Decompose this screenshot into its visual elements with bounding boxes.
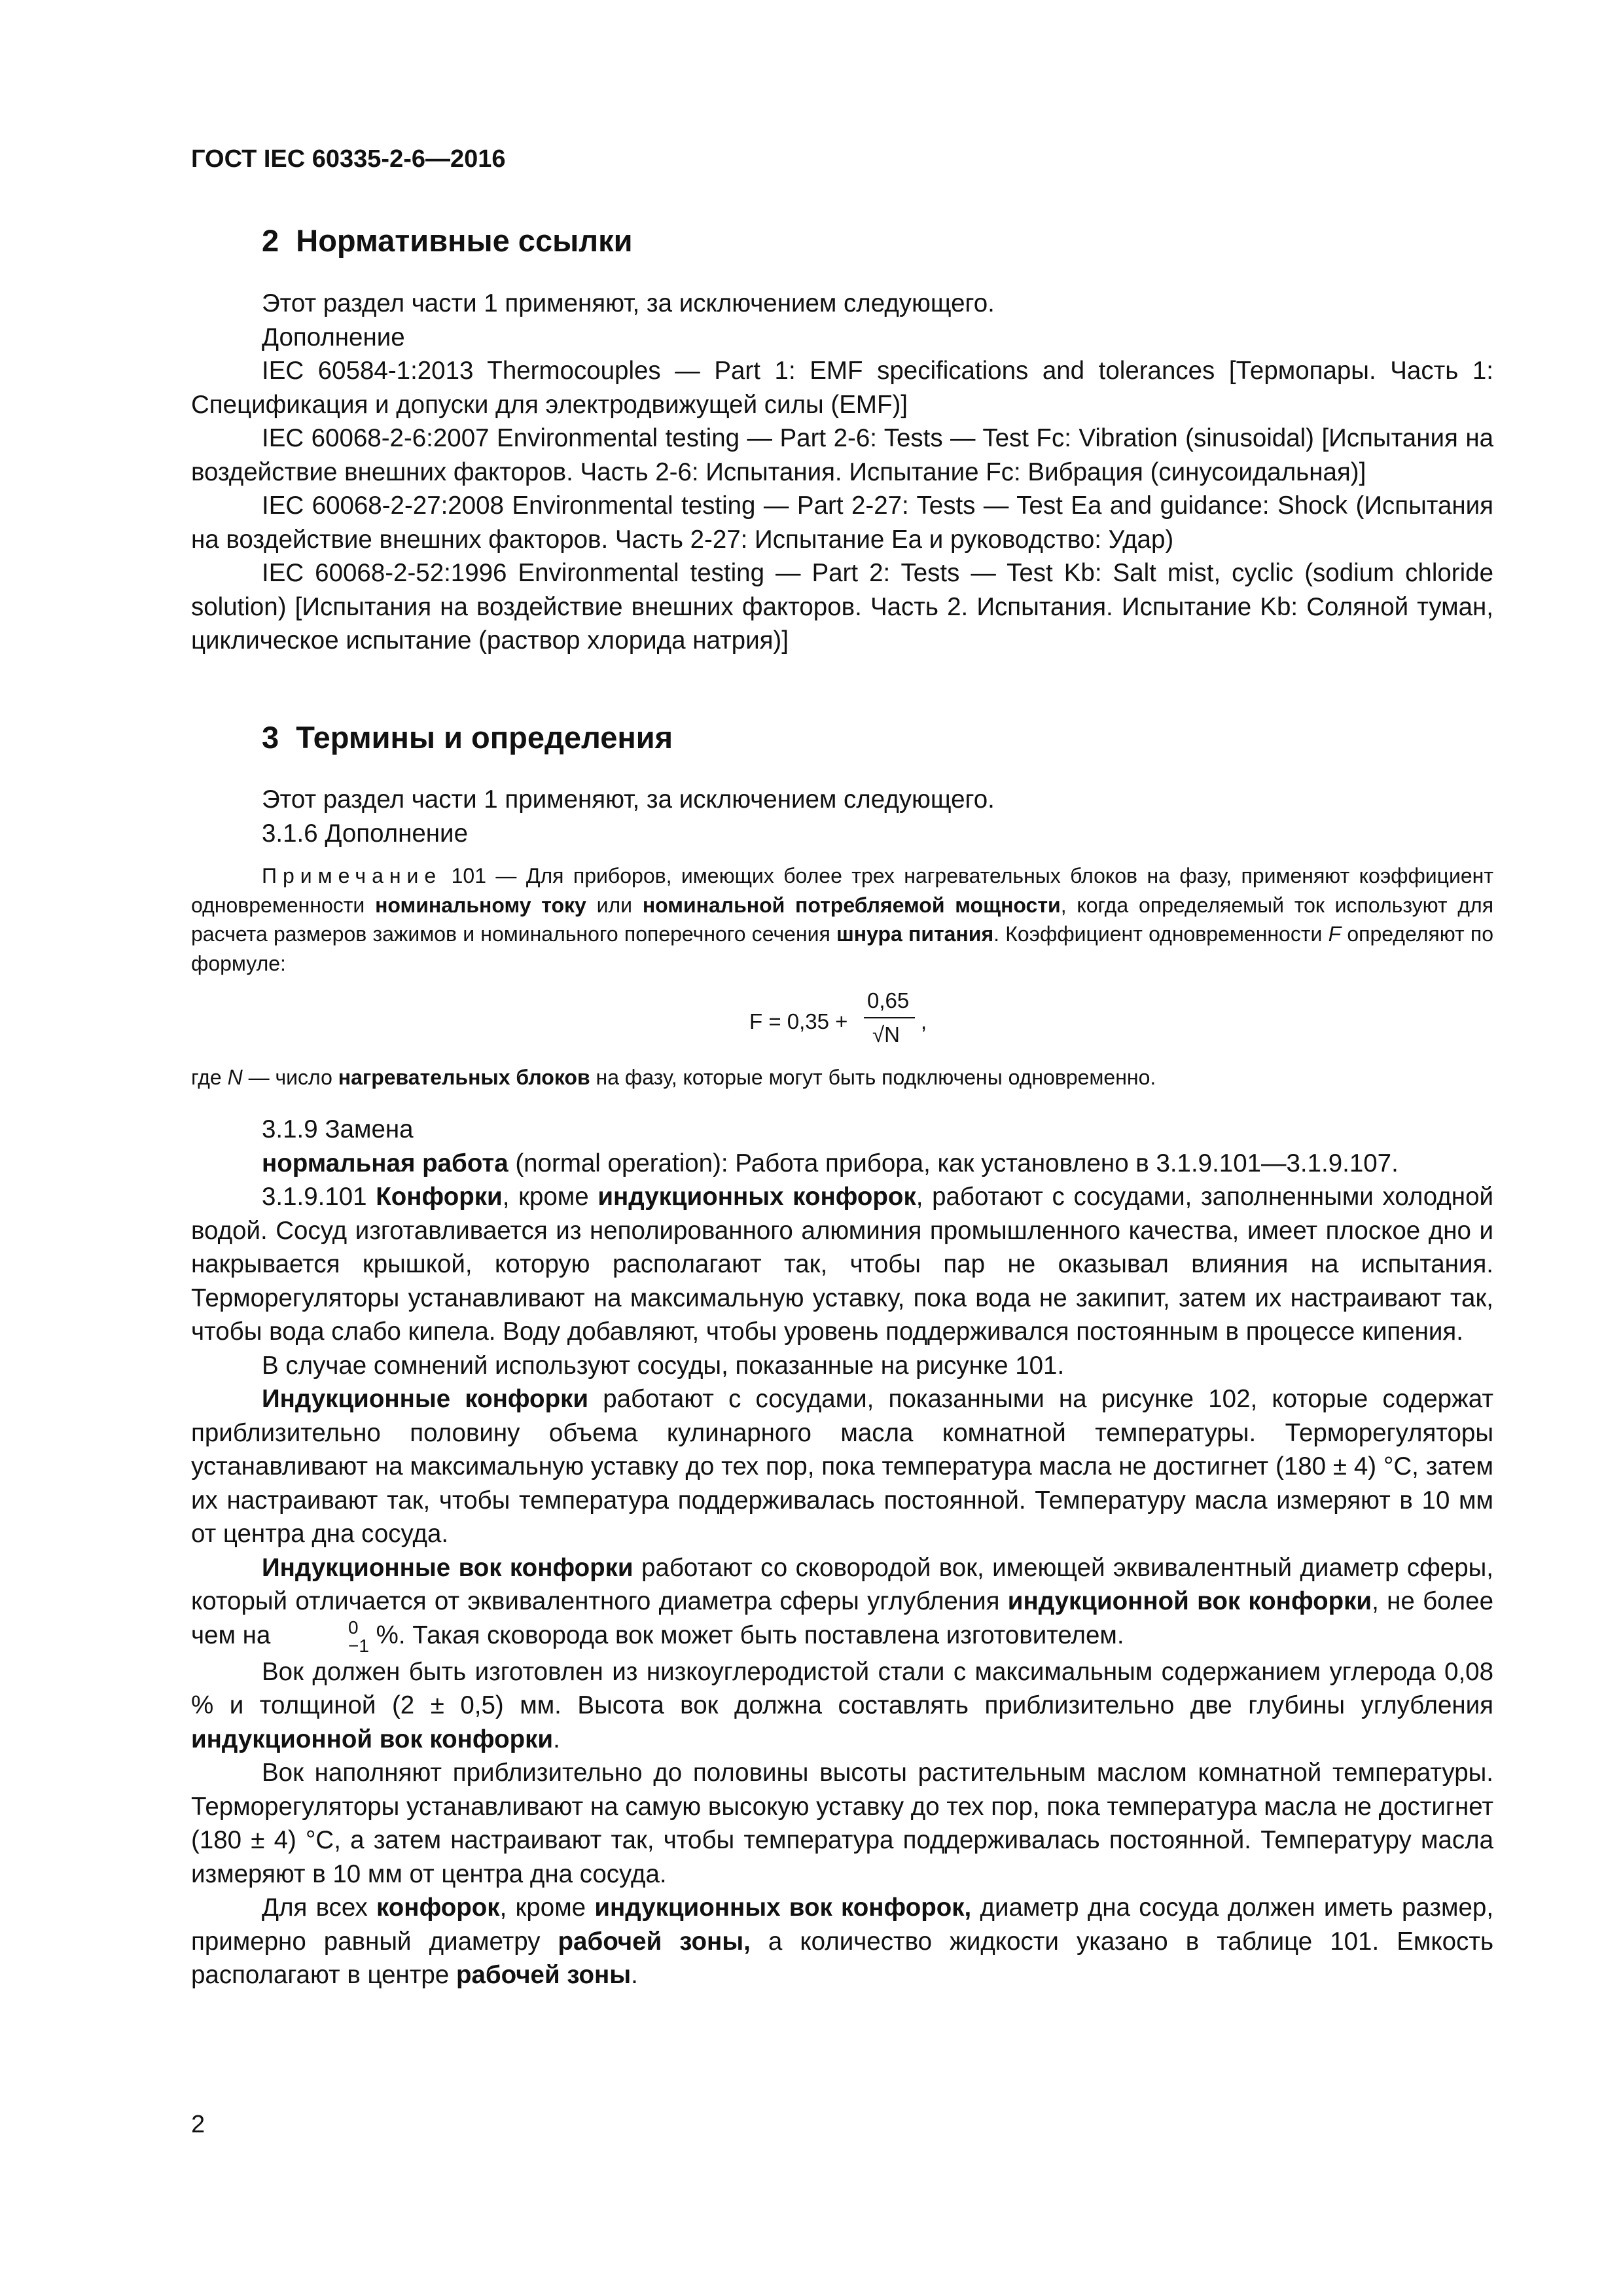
document-header: ГОСТ IEC 60335-2-6—2016 <box>191 145 506 173</box>
section-3-intro-block <box>191 783 1493 850</box>
all-hobs-paragraph: Для всех конфорок, кроме индукционных вок конфорок, диаметр дна сосуда должен иметь размер, примерно равный диаметру рабочей зоны, а количество жидкости указано в таблице 101. Емкость располагают в центре рабочей зоны. <box>191 1893 1494 1989</box>
wok-fill-paragraph: Вок наполняют приблизительно до половины высоты растительным маслом комнатной температуры. Терморегуляторы устанавливают на самую высокую уставку до тех пор, пока температура масла не достигнет (180 ± 4) °С, а затем настраивают так, чтобы температура поддерживалась постоянной. Температуру масла измеряют в 10 мм от центра дна сосуда. <box>191 1759 1493 1888</box>
reference-item: IEC 60068-2-6:2007 Environmental testing — Part 2-6: Tests — Test Fc: Vibration (sinusoidal) [Испытания на воздействие внешних факторов. Часть 2-6: Испытания. Испытание Fc: Вибрация (синусоидальная)] <box>191 424 1493 486</box>
section-2-intro: Этот раздел части 1 применяют, за исключением следующего. <box>262 289 995 317</box>
induction-paragraph: Индукционные конфорки работают с сосудами, показанными на рисунке 102, которые содержат приблизительно половину объема кулинарного масла комнатной температуры. Терморегуляторы устанавливают на максимальную уставку до тех пор, пока температура масла не достигнет (180 ± 4) °С, затем их настраивают так, чтобы температура поддерживалась постоянной. Температуру масла измеряют в 10 мм от центра дна сосуда. <box>191 1385 1493 1548</box>
section-3-body <box>191 1113 1493 1992</box>
doubt-paragraph: В случае сомнений используют сосуды, показанные на рисунке 101. <box>262 1351 1065 1380</box>
wok-steel-paragraph: Вок должен быть изготовлен из низкоуглеродистой стали с максимальным содержанием углерода 0,08 % и толщиной (2 ± 0,5) мм. Высота вок должна составлять приблизительно две глубины углубления индукционной вок конфорки. <box>191 1657 1493 1753</box>
section-2-body <box>191 287 1493 658</box>
normal-operation-definition: нормальная работа (normal operation): Работа прибора, как установлено в 3.1.9.101—3.1.9.107. <box>262 1149 1399 1177</box>
formula-f <box>749 988 1011 1054</box>
reference-item: IEC 60068-2-52:1996 Environmental testing — Part 2: Tests — Test Kb: Salt mist, cyclic (sodium chloride solution) [Испытания на воздействие внешних факторов. Часть 2. Испытания. Испытание Kb: Соляной туман, циклическое испытание (раствор хлорида натрия)] <box>191 559 1493 655</box>
section-2-title: 2 Нормативные ссылки <box>262 223 633 258</box>
tolerance: 0 −1 <box>348 1617 369 1656</box>
fraction-bar <box>864 1017 915 1018</box>
item-3-1-6: 3.1.6 Дополнение <box>262 819 468 848</box>
formula-denominator: √N <box>872 1022 900 1047</box>
wok-paragraph: Индукционные вок конфорки работают со сковородой вок, имеющей эквивалентный диаметр сферы, который отличается от эквивалентного диаметра сферы углубления индукционной вок конфорки, не более чем на 0 −1 %. Такая сковорода вок может быть поставлена изготовителем. <box>191 1553 1493 1656</box>
formula-comma: , <box>921 1009 927 1033</box>
section-2-addition: Дополнение <box>262 323 405 351</box>
formula-lhs: F = 0,35 + <box>749 1009 848 1033</box>
formula-where: где N — число нагревательных блоков на фазу, которые могут быть подключены одновременно. <box>191 1066 1156 1089</box>
formula-numerator: 0,65 <box>867 988 910 1013</box>
reference-item: IEC 60068-2-27:2008 Environmental testing — Part 2-27: Tests — Test Ea and guidance: Shock (Испытания на воздействие внешних факторов. Часть 2-27: Испытание Ea и руководство: Удар) <box>191 492 1493 554</box>
section-3-title: 3 Термины и определения <box>262 720 673 755</box>
section-3-intro: Этот раздел части 1 применяют, за исключением следующего. <box>262 785 995 814</box>
note-label: Примечание <box>262 864 442 888</box>
note-101: Примечание 101 — Для приборов, имеющих более трех нагревательных блоков на фазу, применяют коэффициент одновременности номинальному току или номинальной потребляемой мощности, когда определяемый ток используют для расчета размеров зажимов и номинального поперечного сечения шнура питания. Коэффициент одновременности F определяют по формуле: <box>191 864 1494 975</box>
item-3-1-9: 3.1.9 Замена <box>262 1115 414 1143</box>
page-number: 2 <box>191 2111 205 2138</box>
reference-item: IEC 60584-1:2013 Thermocouples — Part 1: EMF specifications and tolerances [Термопары. Часть 1: Спецификация и допуски для электродвижущей силы (EMF)] <box>191 357 1493 419</box>
item-3-1-9-101: 3.1.9.101 Конфорки, кроме индукционных конфорок, работают с сосудами, заполненными холодной водой. Сосуд изготавливается из неполированного алюминия промышленного качества, имеет плоское дно и накрывается крышкой, которую располагают так, чтобы пар не оказывал влияния на испытания. Терморегуляторы устанавливают на максимальную уставку, пока вода не закипит, затем их настраивают так, чтобы вода слабо кипела. Воду добавляют, чтобы уровень поддерживался постоянным в процессе кипения. <box>191 1183 1493 1346</box>
